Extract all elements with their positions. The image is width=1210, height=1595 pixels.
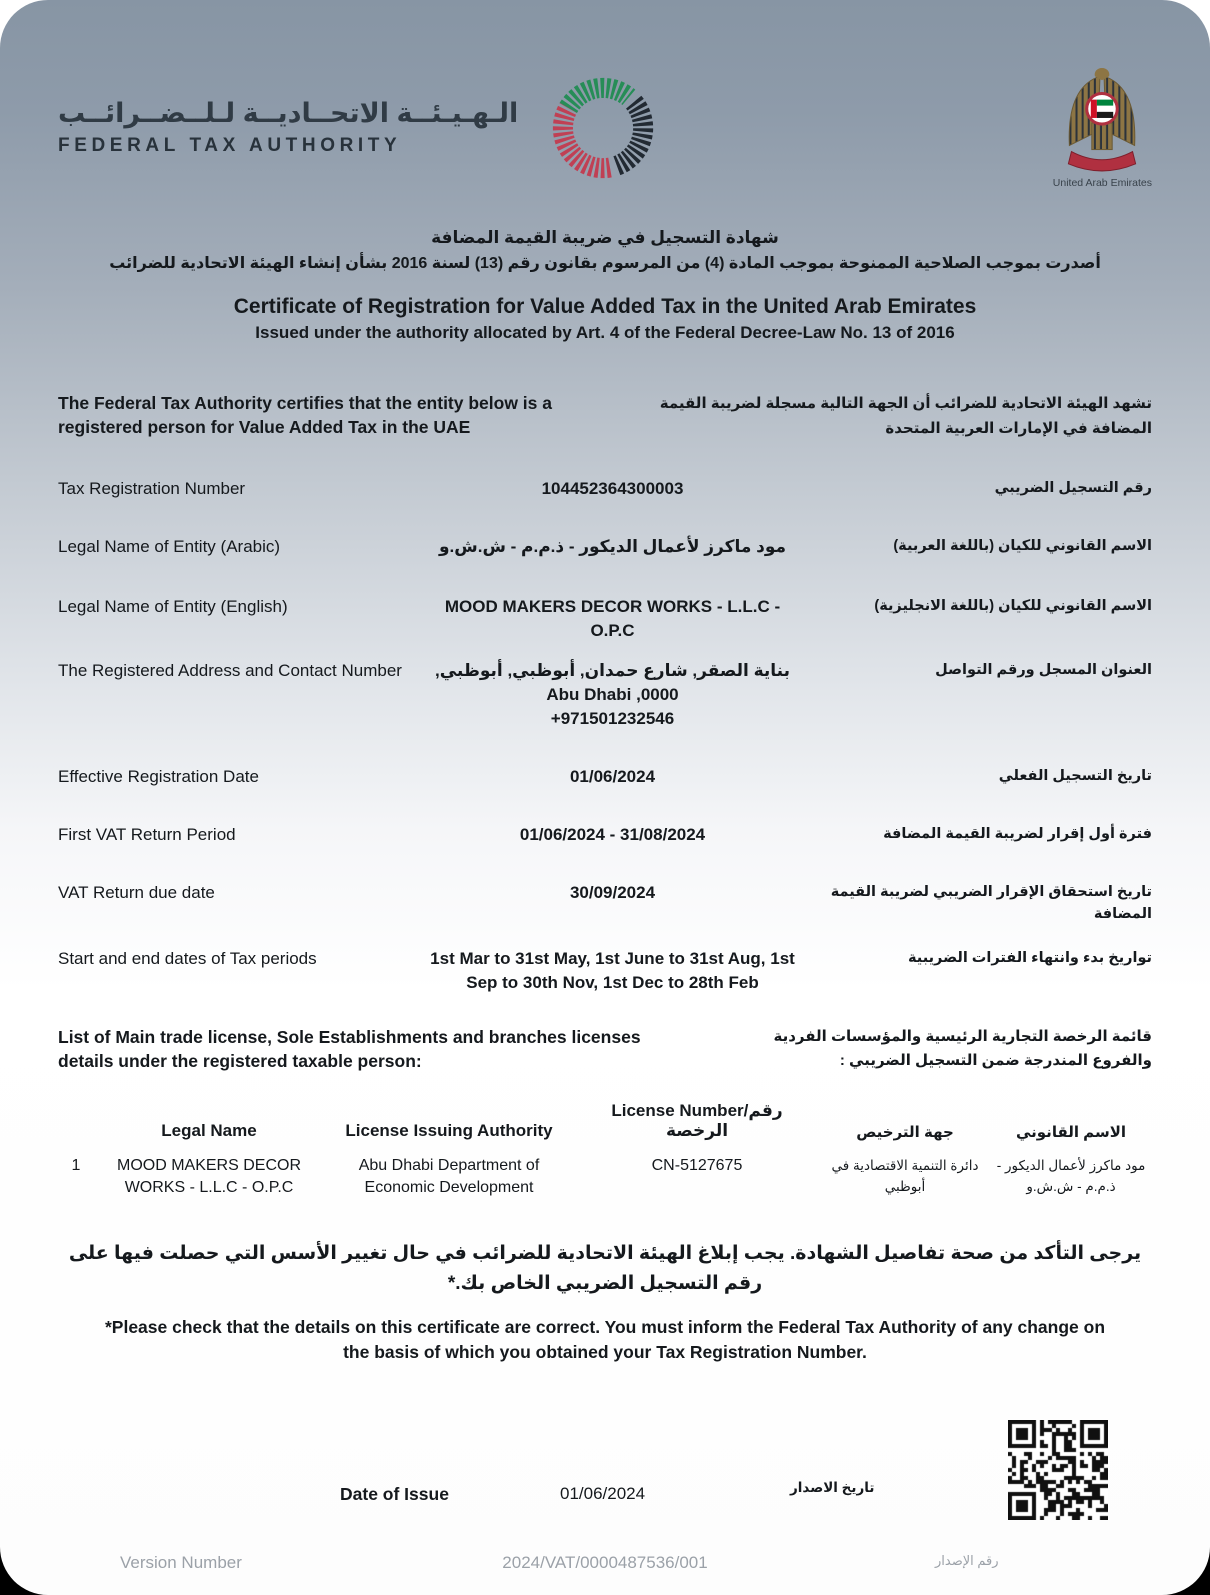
date-of-issue-value: 01/06/2024: [560, 1484, 646, 1503]
date-of-issue-row: [0, 1480, 1210, 1508]
licenses-table-header-row: [58, 1097, 1152, 1145]
version-row: [0, 1553, 1210, 1575]
field-label-en: The Registered Address and Contact Number: [58, 661, 402, 680]
field-label-ar: الاسم القانوني للكيان (باللغة الانجليزية): [874, 598, 1152, 614]
licenses-table-row: [58, 1145, 1152, 1199]
disclaimer-arabic: يرجى التأكد من صحة تفاصيل الشهادة. يجب إبلاغ الهيئة الاتحادية للضرائب في حال تغيير الأسس التي حصلت فيها على رقم التسجيل الضريبي الخاص بك.*: [68, 1243, 1142, 1294]
fta-wordmark-arabic: الـهـيـئــة الاتحــاديــة لـلــضــرائــب: [58, 98, 519, 128]
field-value: MOOD MAKERS DECOR WORKS - L.L.C - O.P.C: [444, 597, 781, 640]
uae-emblem-caption: United Arab Emirates: [1052, 177, 1152, 189]
field-row-vat-due-date: [0, 881, 1210, 925]
field-label-en: Effective Registration Date: [58, 767, 259, 786]
field-row-tax-periods: [0, 947, 1210, 995]
uae-falcon-icon: [1059, 66, 1145, 174]
cell-authority-ar: دائرة التنمية الاقتصادية في أبوظبي: [831, 1158, 979, 1194]
fta-wordmark-english: FEDERAL TAX AUTHORITY: [58, 135, 402, 156]
fta-emblem-icon: [544, 69, 662, 187]
licenses-heading-ar: قائمة الرخصة التجارية الرئيسية والمؤسسات الفردية والفروع المندرجة ضمن التسجيل الضريبي :: [773, 1028, 1152, 1069]
header-license-number: License Number/رقم الرخصة: [611, 1101, 783, 1140]
cell-legal-name-ar: مود ماكرز لأعمال الديكور - ذ.م.م - ش.ش.و: [996, 1158, 1146, 1194]
field-label-en: First VAT Return Period: [58, 825, 236, 844]
field-row-legal-name-arabic: [0, 535, 1210, 559]
title-english-line2: Issued under the authority allocated by Art. 4 of the Federal Decree-Law No. 13 of 2016: [255, 323, 955, 342]
field-label-ar: رقم التسجيل الضريبي: [994, 480, 1152, 496]
field-label-ar: تاريخ التسجيل الفعلي: [998, 768, 1152, 784]
date-of-issue-label: Date of Issue: [340, 1484, 449, 1504]
disclaimer-english: *Please check that the details on this certificate are correct. You must inform the Federal Tax Authority of any change on the basis of which you obtained your Tax Registration Number.: [104, 1317, 1106, 1362]
licenses-heading: [0, 1025, 1210, 1073]
field-value: مود ماكرز لأعمال الديكور - ذ.م.م - ش.ش.و: [438, 537, 786, 556]
version-value: 2024/VAT/0000487536/001: [502, 1553, 708, 1572]
cell-authority: Abu Dhabi Department of Economic Development: [358, 1157, 540, 1196]
contact-number: +971501232546: [550, 709, 675, 728]
header-legal-name-ar: الاسم القانوني: [1015, 1124, 1127, 1141]
field-label-ar: تاريخ استحقاق الإقرار الضريبي لضريبة القيمة المضافة: [830, 884, 1152, 922]
cell-license-number: CN-5127675: [651, 1157, 743, 1174]
field-label-ar: تواريخ بدء وانتهاء الفترات الضريبية: [907, 950, 1152, 966]
title-block: [0, 225, 1210, 345]
field-value: 01/06/2024: [569, 767, 656, 786]
version-label: Version Number: [120, 1553, 242, 1572]
field-label-ar: فترة أول إقرار لضريبة القيمة المضافة: [883, 826, 1152, 842]
field-row-legal-name-english: [0, 595, 1210, 643]
field-label-en: Tax Registration Number: [58, 479, 246, 498]
certification-statement: [0, 391, 1210, 441]
licenses-heading-en: List of Main trade license, Sole Establishments and branches licenses details under the registered taxable person:: [58, 1027, 641, 1071]
field-row-address: [0, 659, 1210, 731]
header-authority: License Issuing Authority: [345, 1121, 553, 1140]
field-value: [430, 659, 795, 731]
fta-wordmark: [58, 98, 518, 157]
header-legal-name: Legal Name: [161, 1121, 257, 1140]
field-value: 1st Mar to 31st May, 1st June to 31st Aug, 1st Sep to 30th Nov, 1st Dec to 28th Feb: [430, 949, 795, 992]
field-label-en: Legal Name of Entity (English): [58, 597, 288, 616]
field-label-en: Start and end dates of Tax periods: [58, 949, 317, 968]
field-label-en: VAT Return due date: [58, 883, 215, 902]
field-value: 30/09/2024: [569, 883, 656, 902]
field-value: 01/06/2024 - 31/08/2024: [519, 825, 706, 844]
field-label-ar: العنوان المسجل ورقم التواصل: [935, 662, 1152, 678]
field-label-en: Legal Name of Entity (Arabic): [58, 537, 281, 556]
header: [0, 0, 1210, 189]
header-index: [58, 1097, 94, 1145]
date-of-issue-label-ar: تاريخ الاصدار: [790, 1480, 875, 1495]
field-value: 104452364300003: [541, 479, 684, 498]
field-label-ar: الاسم القانوني للكيان (باللغة العربية): [893, 538, 1152, 554]
header-authority-ar: جهة الترخيص: [856, 1124, 954, 1141]
title-english-line1: Certificate of Registration for Value Added Tax in the United Arab Emirates: [233, 295, 977, 318]
cell-index: 1: [71, 1157, 81, 1174]
licenses-table: [58, 1097, 1152, 1199]
field-row-first-vat-period: [0, 823, 1210, 847]
statement-english: The Federal Tax Authority certifies that the entity below is a registered person for Value Added Tax in the UAE: [58, 393, 552, 437]
field-row-effective-date: [0, 765, 1210, 789]
title-arabic-line1: شهادة التسجيل في ضريبة القيمة المضافة: [431, 228, 779, 247]
cell-legal-name: MOOD MAKERS DECOR WORKS - L.L.C - O.P.C: [116, 1157, 301, 1196]
address-line: بناية الصقر, شارع حمدان, أبوظبي, أبوظبي, 0000, Abu Dhabi: [434, 661, 791, 704]
title-arabic-line2: أصدرت بموجب الصلاحية الممنوحة بموجب المادة (4) من المرسوم بقانون رقم (13) لسنة 2016 بشأن إنشاء الهيئة الاتحادية للضرائب: [109, 255, 1101, 272]
statement-arabic: تشهد الهيئة الاتحادية للضرائب أن الجهة التالية مسجلة لضريبة القيمة المضافة في الإمارات العربية المتحدة: [659, 395, 1152, 437]
uae-emblem: [1053, 66, 1152, 189]
version-label-ar: رقم الإصدار: [935, 1553, 999, 1568]
field-row-trn: [0, 477, 1210, 501]
